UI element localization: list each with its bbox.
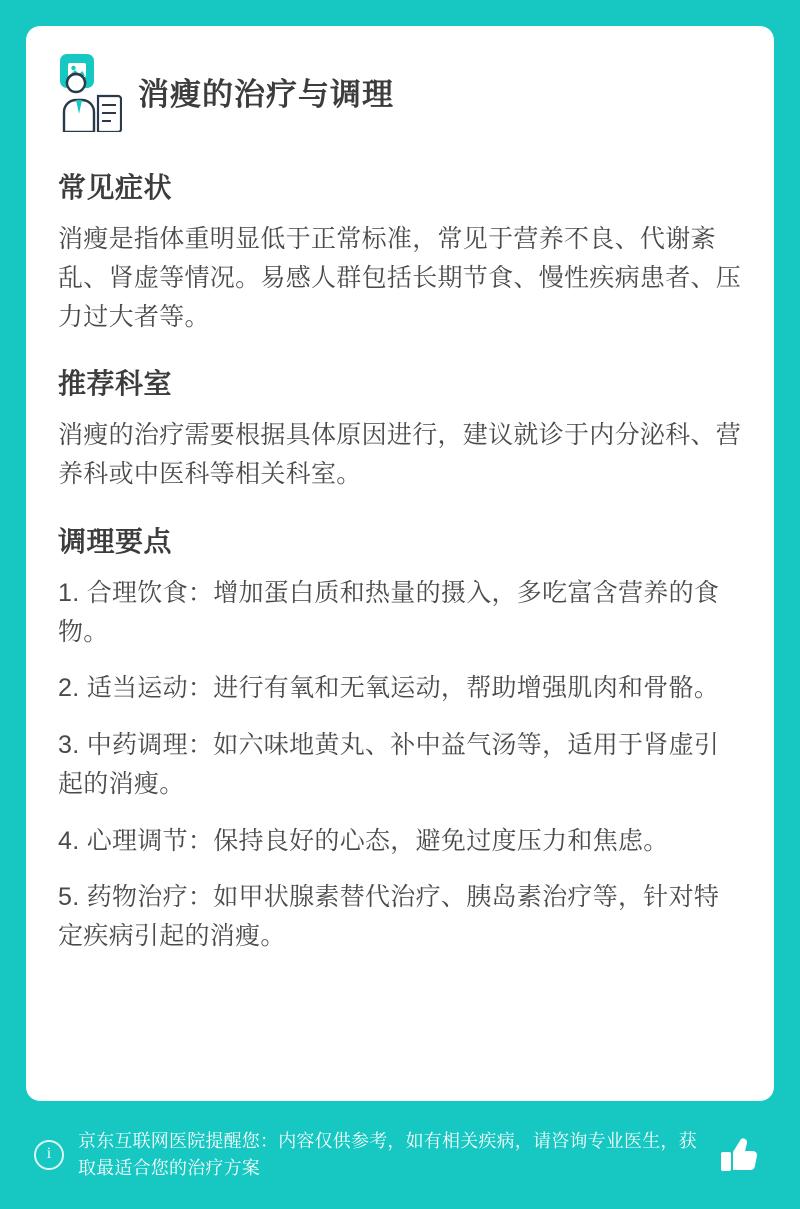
section-department-heading: 推荐科室 bbox=[58, 368, 173, 400]
list-item: 3. 中药调理：如六味地黄丸、补中益气汤等，适用于肾虚引起的消瘦。 bbox=[58, 731, 720, 798]
footer-disclaimer-bar bbox=[26, 1101, 774, 1209]
thumbs-up-icon[interactable] bbox=[718, 1134, 760, 1176]
section-care-points bbox=[58, 520, 742, 956]
list-item: 4. 心理调节：保持良好的心态，避免过度压力和焦虑。 bbox=[58, 826, 669, 855]
header bbox=[58, 54, 742, 140]
section-symptoms-text: 消瘦是指体重明显低于正常标准，常见于营养不良、代谢紊乱、肾虚等情况。易感人群包括长期节食、慢性疾病患者、压力过大者等。 bbox=[58, 225, 742, 331]
section-department-text: 消瘦的治疗需要根据具体原因进行，建议就诊于内分泌科、营养科或中医科等相关科室。 bbox=[58, 421, 742, 488]
care-points-list bbox=[58, 574, 742, 956]
list-item: 5. 药物治疗：如甲状腺素替代治疗、胰岛素治疗等，针对特定疾病引起的消瘦。 bbox=[58, 883, 720, 950]
list-item: 1. 合理饮食：增加蛋白质和热量的摄入，多吃富含营养的食物。 bbox=[58, 578, 720, 646]
content-card bbox=[26, 26, 774, 1101]
section-department bbox=[58, 362, 742, 494]
document-person-icon bbox=[58, 52, 122, 132]
list-item: 2. 适当运动：进行有氧和无氧运动，帮助增强肌肉和骨骼。 bbox=[58, 674, 720, 703]
disclaimer-text: 京东互联网医院提醒您：内容仅供参考，如有相关疾病，请咨询专业医生，获取最适合您的治疗方案 bbox=[78, 1131, 697, 1178]
section-symptoms bbox=[58, 166, 742, 336]
section-symptoms-heading: 常见症状 bbox=[58, 172, 173, 203]
page-title: 消瘦的治疗与调理 bbox=[138, 77, 394, 112]
section-care-points-heading: 调理要点 bbox=[58, 525, 173, 557]
info-icon: i bbox=[34, 1140, 64, 1170]
